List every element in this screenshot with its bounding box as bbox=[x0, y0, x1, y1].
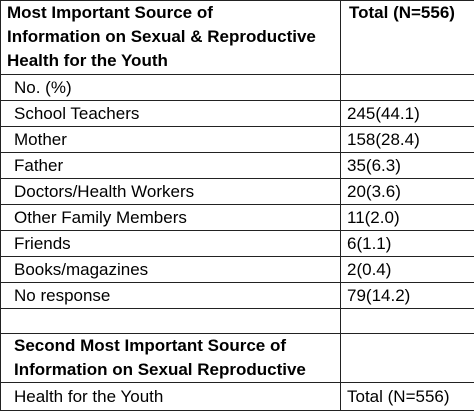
row-value-cell bbox=[341, 205, 474, 231]
table-row bbox=[1, 283, 474, 309]
row-label: Mother bbox=[14, 128, 340, 152]
row-label: Doctors/Health Workers bbox=[14, 180, 340, 204]
row-value: 79(14.2) bbox=[347, 284, 474, 308]
table-row bbox=[1, 179, 474, 205]
row-value-cell bbox=[341, 231, 474, 257]
table-row bbox=[1, 205, 474, 231]
table-row bbox=[1, 257, 474, 283]
subheader-row bbox=[1, 75, 474, 101]
last-row-value-cell bbox=[341, 383, 474, 411]
row-value-cell bbox=[341, 153, 474, 179]
header-total-cell bbox=[341, 1, 474, 75]
blank-row bbox=[1, 309, 474, 334]
row-label-cell bbox=[1, 101, 341, 127]
table-row bbox=[1, 153, 474, 179]
subheader-label: No. (%) bbox=[14, 76, 340, 100]
row-value: 2(0.4) bbox=[347, 258, 474, 282]
row-value-cell bbox=[341, 127, 474, 153]
last-row-label-cell bbox=[1, 383, 341, 411]
row-label: No response bbox=[14, 284, 340, 308]
table-row bbox=[1, 127, 474, 153]
row-label-cell bbox=[1, 205, 341, 231]
last-row bbox=[1, 383, 474, 411]
second-header-row bbox=[1, 334, 474, 383]
last-row-label: Health for the Youth bbox=[14, 385, 340, 409]
row-label-cell bbox=[1, 127, 341, 153]
last-row-value: Total (N=556) bbox=[347, 385, 474, 409]
second-header-line-2: Information on Sexual Reproductive bbox=[14, 358, 340, 382]
row-value: 158(28.4) bbox=[347, 128, 474, 152]
second-header-cell bbox=[1, 334, 341, 383]
row-label-cell bbox=[1, 153, 341, 179]
header-source-cell bbox=[1, 1, 341, 75]
row-label: Friends bbox=[14, 232, 340, 256]
row-value: 6(1.1) bbox=[347, 232, 474, 256]
second-header-line-1: Second Most Important Source of bbox=[14, 334, 340, 358]
header-line-1: Most Important Source of bbox=[7, 1, 340, 25]
blank-cell bbox=[1, 309, 341, 334]
row-label: Books/magazines bbox=[14, 258, 340, 282]
row-value: 245(44.1) bbox=[347, 102, 474, 126]
subheader-cell bbox=[1, 75, 341, 101]
row-label: Father bbox=[14, 154, 340, 178]
row-value: 20(3.6) bbox=[347, 180, 474, 204]
second-header-empty-cell bbox=[341, 334, 474, 383]
header-line-3: Health for the Youth bbox=[7, 49, 340, 73]
row-label: School Teachers bbox=[14, 102, 340, 126]
header-line-2: Information on Sexual & Reproductive bbox=[7, 25, 340, 49]
row-label-cell bbox=[1, 179, 341, 205]
row-value-cell bbox=[341, 257, 474, 283]
row-value-cell bbox=[341, 101, 474, 127]
row-value-cell bbox=[341, 179, 474, 205]
blank-cell bbox=[341, 309, 474, 334]
header-total: Total (N=556) bbox=[349, 1, 474, 25]
row-label-cell bbox=[1, 257, 341, 283]
row-label: Other Family Members bbox=[14, 206, 340, 230]
row-label-cell bbox=[1, 283, 341, 309]
row-value: 35(6.3) bbox=[347, 154, 474, 178]
row-value-cell bbox=[341, 283, 474, 309]
subheader-empty-cell bbox=[341, 75, 474, 101]
table-row bbox=[1, 101, 474, 127]
table-header-row bbox=[1, 1, 474, 75]
table-row bbox=[1, 231, 474, 257]
row-value: 11(2.0) bbox=[347, 206, 474, 230]
row-label-cell bbox=[1, 231, 341, 257]
